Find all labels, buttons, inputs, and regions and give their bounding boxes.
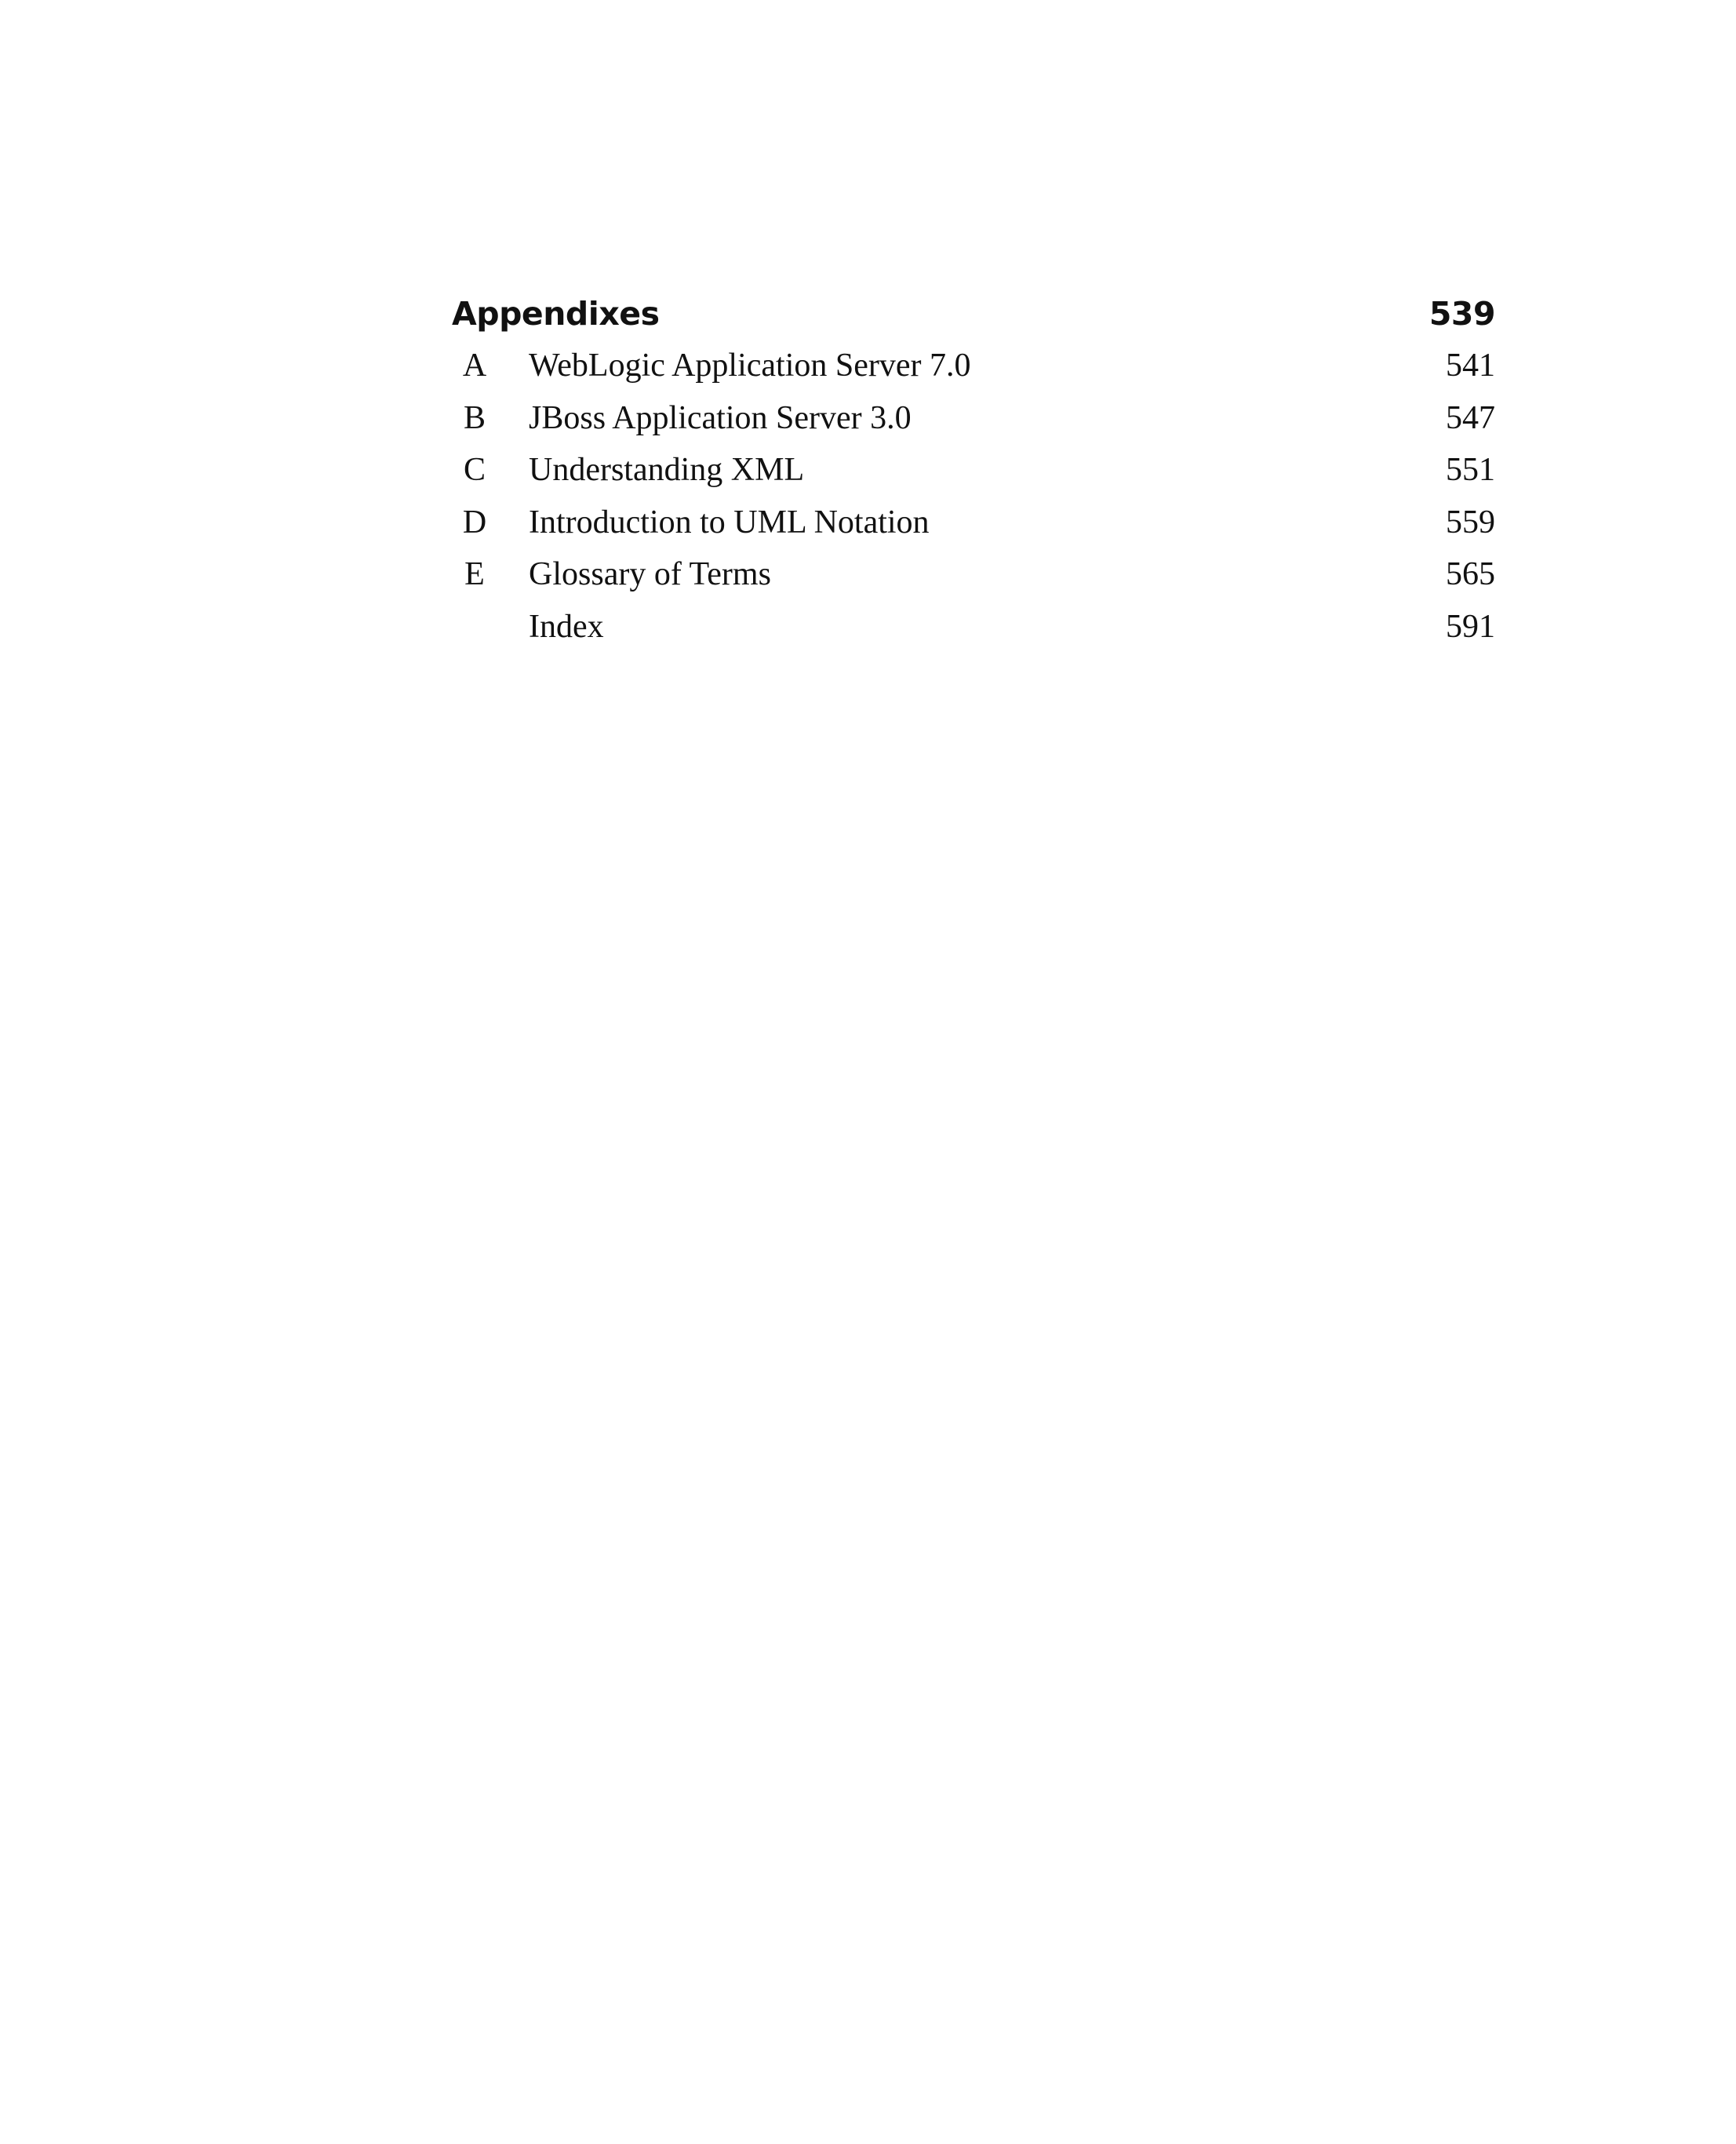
toc-entry-a bbox=[452, 347, 1495, 399]
section-header bbox=[452, 295, 1495, 342]
entry-title: Glossary of Terms bbox=[529, 556, 771, 592]
section-page-number: 539 bbox=[1428, 295, 1495, 333]
toc-entry-b bbox=[452, 399, 1495, 452]
entry-title: Index bbox=[529, 608, 604, 645]
entry-letter: E bbox=[464, 556, 485, 592]
toc-entry-c bbox=[452, 451, 1495, 504]
entry-letter: D bbox=[462, 504, 487, 541]
entry-letter: A bbox=[462, 348, 487, 384]
entry-letter: B bbox=[463, 399, 486, 436]
toc-entry-e bbox=[452, 555, 1495, 608]
section-title: Appendixes bbox=[452, 295, 660, 333]
entry-title: JBoss Application Server 3.0 bbox=[529, 399, 912, 436]
toc-entry-d bbox=[452, 504, 1495, 556]
toc-entry-index bbox=[452, 608, 1495, 661]
entry-page-number: 591 bbox=[1446, 608, 1495, 645]
table-of-contents bbox=[452, 295, 1495, 660]
entry-page-number: 547 bbox=[1446, 399, 1495, 436]
entry-page-number: 541 bbox=[1446, 348, 1495, 384]
entry-letter: C bbox=[463, 452, 486, 488]
entry-title: WebLogic Application Server 7.0 bbox=[529, 348, 971, 384]
entry-page-number: 565 bbox=[1446, 556, 1495, 592]
entry-page-number: 559 bbox=[1446, 504, 1495, 541]
entry-title: Understanding XML bbox=[529, 452, 805, 488]
entry-page-number: 551 bbox=[1446, 452, 1495, 488]
entry-title: Introduction to UML Notation bbox=[529, 504, 930, 541]
entry-list bbox=[452, 347, 1495, 660]
